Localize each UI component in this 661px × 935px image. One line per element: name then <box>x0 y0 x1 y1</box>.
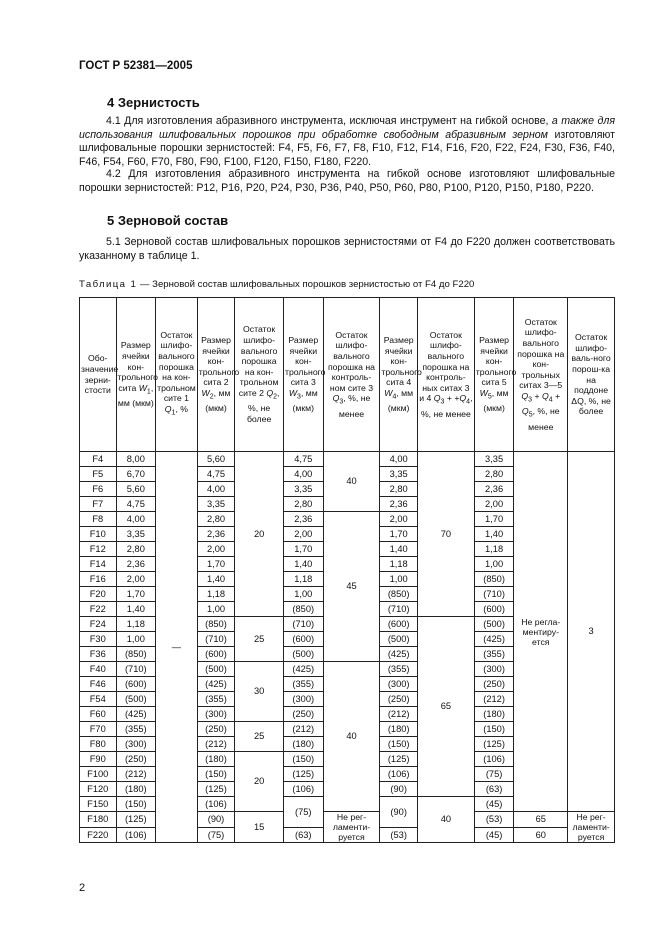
w5-cell: 1,70 <box>474 512 514 527</box>
w1-cell: (500) <box>116 692 156 707</box>
w3-cell: (250) <box>283 707 323 722</box>
header-q34-sub1: 3 <box>440 399 445 407</box>
w1-cell: (355) <box>116 722 156 737</box>
w5-cell: 3,35 <box>474 452 514 467</box>
w2-cell: (850) <box>197 617 235 632</box>
q34-cell: 40 <box>417 797 474 843</box>
header-w3 <box>283 298 326 452</box>
dq-cell: Не рег-ламенти-руется <box>568 812 615 843</box>
paragraph-4-1 <box>79 115 615 169</box>
w4-cell: (150) <box>380 737 418 752</box>
w2-cell: (600) <box>197 647 235 662</box>
grit-cell: F46 <box>80 677 117 692</box>
w1-cell: (250) <box>116 752 156 767</box>
grit-cell: F6 <box>80 482 117 497</box>
paragraph-5-1: 5.1 Зерновой состав шлифовальных порошков зернистостями от F4 до F220 должен соответствовать указанному в таблице 1. <box>79 236 615 262</box>
w2-cell: (106) <box>197 797 235 812</box>
header-w3-b: , мм (мкм) <box>292 388 318 414</box>
table-row <box>80 452 615 467</box>
w3-cell: 4,75 <box>283 452 323 467</box>
grit-cell: F100 <box>80 767 117 782</box>
w1-cell: 1,18 <box>116 617 156 632</box>
w1-cell: (300) <box>116 737 156 752</box>
w3-cell: (425) <box>283 662 323 677</box>
w5-cell: 1,18 <box>474 542 514 557</box>
header-w3-var: W <box>288 388 298 399</box>
w5-cell: (710) <box>474 587 514 602</box>
header-q3-var: Q <box>332 393 340 404</box>
w1-cell: 4,00 <box>116 512 156 527</box>
q35-cell: 60 <box>514 827 568 843</box>
header-w2 <box>197 298 240 452</box>
header-w1-b: , мм (мкм) <box>117 382 154 409</box>
header-q3-b: , %, не менее <box>338 393 371 419</box>
dq-cell: 3 <box>568 452 615 812</box>
w5-cell: (500) <box>474 617 514 632</box>
grit-cell: F14 <box>80 557 117 572</box>
w2-cell: 2,80 <box>197 512 235 527</box>
w2-cell: 1,00 <box>197 602 235 617</box>
w1-cell: 3,35 <box>116 527 156 542</box>
header-q35-sub3: 5 <box>528 412 533 420</box>
w3-cell: (106) <box>283 782 323 797</box>
w2-cell: (710) <box>197 632 235 647</box>
q35-cell: Не регла-ментиру-ется <box>514 452 568 812</box>
w4-cell: (500) <box>380 632 418 647</box>
w5-cell: 2,80 <box>474 467 514 482</box>
header-w1-var: W <box>138 382 147 393</box>
w1-cell: 2,00 <box>116 572 156 587</box>
w3-cell: (180) <box>283 737 323 752</box>
w4-cell: 2,80 <box>380 482 418 497</box>
w3-cell: (212) <box>283 722 323 737</box>
header-q34 <box>417 298 474 452</box>
header-q2 <box>235 298 284 452</box>
w3-cell: (355) <box>283 677 323 692</box>
header-w2-var: W <box>201 388 210 399</box>
section-5-heading: 5 Зерновой состав <box>107 213 229 228</box>
w2-cell: 3,35 <box>197 497 235 512</box>
w3-cell: (150) <box>283 752 323 767</box>
w3-cell: 2,00 <box>283 527 323 542</box>
w1-cell: (850) <box>116 647 156 662</box>
standard-designation: ГОСТ Р 52381—2005 <box>79 60 193 72</box>
header-q2-var: Q <box>266 388 274 399</box>
header-q35-var2: Q <box>541 390 549 401</box>
header-w4-var: W <box>384 388 393 399</box>
w4-cell: (600) <box>380 617 418 632</box>
q2-cell: 15 <box>235 812 284 843</box>
w5-cell: (63) <box>474 782 514 797</box>
header-q3-sub: 3 <box>339 399 344 407</box>
page-number: 2 <box>79 882 86 894</box>
w1-cell: 2,36 <box>116 557 156 572</box>
w4-cell: (710) <box>380 602 418 617</box>
w4-cell: (106) <box>380 767 418 782</box>
w3-cell: (500) <box>283 647 323 662</box>
w5-cell: (45) <box>474 827 514 843</box>
w3-cell: (600) <box>283 632 323 647</box>
header-q2-a: Остаток шлифо-вального порошка на кон-трольном сите 2 <box>238 324 279 399</box>
header-q35-m2: + <box>552 390 561 401</box>
grit-cell: F10 <box>80 527 117 542</box>
header-w2-a: Размер ячейки кон-трольного сита 2 <box>198 335 240 388</box>
grit-cell: F22 <box>80 602 117 617</box>
section-4-heading: 4 Зернистость <box>107 95 200 110</box>
w2-cell: (180) <box>197 752 235 767</box>
header-dq: Остаток шлифо-валь-ного порош-ка на поддоне ΔQ, %, не более <box>568 298 615 452</box>
w5-cell: 1,00 <box>474 557 514 572</box>
w4-cell: (180) <box>380 722 418 737</box>
w4-cell: 1,40 <box>380 542 418 557</box>
w5-cell: 1,40 <box>474 527 514 542</box>
w2-cell: 2,36 <box>197 527 235 542</box>
w3-cell: (300) <box>283 692 323 707</box>
grit-cell: F220 <box>80 827 117 843</box>
q34-cell: 70 <box>417 452 474 617</box>
w3-cell: (710) <box>283 617 323 632</box>
header-q34-sub2: 4 <box>466 399 471 407</box>
w2-cell: (300) <box>197 707 235 722</box>
w2-cell: 2,00 <box>197 542 235 557</box>
w5-cell: (250) <box>474 677 514 692</box>
w2-cell: 4,75 <box>197 467 235 482</box>
header-q1 <box>156 298 198 452</box>
header-q2-sub: 2 <box>273 393 278 401</box>
w4-cell: (250) <box>380 692 418 707</box>
paragraph-4-2: 4.2 Для изготовления абразивного инструмента на гибкой основе изготовляют шлифовальные порошки зернистостей: P12, P16, P20, P24, P30, P36, P40, P50, P60, P80, P100, P120, P150, P180, P220. <box>79 168 615 194</box>
w1-cell: 1,70 <box>116 587 156 602</box>
w5-cell: (125) <box>474 737 514 752</box>
grain-composition-table <box>79 297 615 843</box>
grit-cell: F5 <box>80 467 117 482</box>
grit-cell: F90 <box>80 752 117 767</box>
w1-cell: (180) <box>116 782 156 797</box>
w1-cell: 4,75 <box>116 497 156 512</box>
w3-cell: 3,35 <box>283 482 323 497</box>
w3-cell: 2,80 <box>283 497 323 512</box>
w5-cell: (850) <box>474 572 514 587</box>
w3-cell: (850) <box>283 602 323 617</box>
w5-cell: 2,36 <box>474 482 514 497</box>
w5-cell: (45) <box>474 797 514 812</box>
w1-cell: (125) <box>116 812 156 828</box>
w1-cell: (425) <box>116 707 156 722</box>
header-w4-sub: 4 <box>392 393 397 401</box>
q3-cell: Не рег-ламенти-руется <box>323 812 380 843</box>
header-w4-b: , мм (мкм) <box>387 388 414 414</box>
w2-cell: 5,60 <box>197 452 235 467</box>
w4-cell: 3,35 <box>380 467 418 482</box>
w4-cell: 1,70 <box>380 527 418 542</box>
w4-cell: (90) <box>380 797 418 828</box>
w4-cell: 1,18 <box>380 557 418 572</box>
paragraph-4-1-lead: 4.1 Для изготовления абразивного инструмента, исключая инструмент на гибкой основе, <box>106 115 549 127</box>
header-w1 <box>116 298 159 452</box>
header-w3-a: Размер ячейки кон-трольного сита 3 <box>284 335 326 388</box>
w4-cell: (425) <box>380 647 418 662</box>
q1-cell: — <box>156 452 198 843</box>
q2-cell: 30 <box>235 662 284 722</box>
header-w5-b: , мм (мкм) <box>483 388 509 414</box>
grit-cell: F36 <box>80 647 117 662</box>
header-w5 <box>474 298 517 452</box>
w2-cell: (212) <box>197 737 235 752</box>
grit-cell: F180 <box>80 812 117 828</box>
header-q35-sub1: 3 <box>528 396 533 404</box>
w4-cell: (90) <box>380 782 418 797</box>
grit-cell: F80 <box>80 737 117 752</box>
w1-cell: 8,00 <box>116 452 156 467</box>
w4-cell: (53) <box>380 827 418 843</box>
w4-cell: (850) <box>380 587 418 602</box>
header-w5-var: W <box>479 388 488 399</box>
header-q34-var1: Q <box>433 393 441 404</box>
table-caption <box>79 279 474 290</box>
grit-cell: F30 <box>80 632 117 647</box>
table-header-row <box>80 298 615 452</box>
paragraph-4-1-italic: а также для использования шлифовальных порошков при обработке свободным абразивным зерном <box>79 115 615 141</box>
w1-cell: (212) <box>116 767 156 782</box>
q2-cell: 25 <box>235 722 284 752</box>
w1-cell: (600) <box>116 677 156 692</box>
w5-cell: (600) <box>474 602 514 617</box>
q2-cell: 20 <box>235 452 284 617</box>
w5-cell: (425) <box>474 632 514 647</box>
w3-cell: 1,40 <box>283 557 323 572</box>
w2-cell: (355) <box>197 692 235 707</box>
w4-cell: 4,00 <box>380 452 418 467</box>
w2-cell: 4,00 <box>197 482 235 497</box>
w3-cell: (125) <box>283 767 323 782</box>
header-q34-var2: Q <box>459 393 467 404</box>
grit-cell: F20 <box>80 587 117 602</box>
header-q1-sub: 1 <box>171 409 176 417</box>
w5-cell: (53) <box>474 812 514 828</box>
w3-cell: (75) <box>283 797 323 828</box>
header-w1-sub: 1 <box>146 388 151 396</box>
header-w2-sub: 2 <box>209 393 214 401</box>
header-grit: Обо-значение зерни-стости <box>80 298 117 452</box>
w3-cell: 1,00 <box>283 587 323 602</box>
header-q35-m1: + <box>532 390 542 401</box>
w4-cell: 2,36 <box>380 497 418 512</box>
w2-cell: (125) <box>197 782 235 797</box>
q2-cell: 25 <box>235 617 284 662</box>
w4-cell: (355) <box>380 662 418 677</box>
header-q35 <box>514 298 568 452</box>
w1-cell: 5,60 <box>116 482 156 497</box>
header-q3 <box>323 298 380 452</box>
w4-cell: 2,00 <box>380 512 418 527</box>
header-q1-b: , % <box>175 403 189 414</box>
grit-cell: F8 <box>80 512 117 527</box>
grit-cell: F16 <box>80 572 117 587</box>
w2-cell: (90) <box>197 812 235 828</box>
w2-cell: (250) <box>197 722 235 737</box>
w1-cell: (106) <box>116 827 156 843</box>
w5-cell: (212) <box>474 692 514 707</box>
header-q35-var1: Q <box>521 390 529 401</box>
w5-cell: (75) <box>474 767 514 782</box>
grit-cell: F60 <box>80 707 117 722</box>
header-q3-a: Остаток шлифо-вального порошка на контроль-ном сите 3 <box>327 329 375 393</box>
w5-cell: (355) <box>474 647 514 662</box>
grit-cell: F24 <box>80 617 117 632</box>
grit-cell: F7 <box>80 497 117 512</box>
q2-cell: 20 <box>235 752 284 812</box>
header-q34-a: Остаток шлифо-вального порошка на контроль-ных ситах 3 и 4 <box>419 329 470 404</box>
w2-cell: 1,70 <box>197 557 235 572</box>
header-q35-a: Остаток шлифо-вального порошка на кон-трольных ситах 3—5 <box>517 316 565 391</box>
header-w2-b: , мм (мкм) <box>205 388 231 414</box>
header-q34-b: , %, не менее <box>420 393 473 419</box>
w2-cell: (425) <box>197 677 235 692</box>
q3-cell: 40 <box>323 662 380 812</box>
w5-cell: (180) <box>474 707 514 722</box>
header-w4 <box>380 298 422 452</box>
w2-cell: (500) <box>197 662 235 677</box>
grit-cell: F120 <box>80 782 117 797</box>
w1-cell: 2,80 <box>116 542 156 557</box>
w2-cell: 1,40 <box>197 572 235 587</box>
grit-cell: F54 <box>80 692 117 707</box>
w4-cell: (300) <box>380 677 418 692</box>
w5-cell: (106) <box>474 752 514 767</box>
grit-cell: F150 <box>80 797 117 812</box>
w5-cell: (150) <box>474 722 514 737</box>
w1-cell: 1,40 <box>116 602 156 617</box>
header-w4-a: Размер ячейки кон-трольного сита 4 <box>381 335 422 388</box>
w5-cell: 2,00 <box>474 497 514 512</box>
grit-cell: F12 <box>80 542 117 557</box>
paragraph-4-1-tail: изготовляют шлифовальные порошки зернистостей: F4, F5, F6, F7, F8, F10, F12, F14, F16, F20, F22, F24, F30, F36, F40, F46, F54, F60, F70, F80, F90, F100, F120, F150, F180, F220. <box>79 128 616 168</box>
header-w3-sub: 3 <box>297 393 301 401</box>
header-w1-a: Размер ячейки кон-трольного сита <box>117 340 159 393</box>
q35-cell: 65 <box>514 812 568 828</box>
w1-cell: (710) <box>116 662 156 677</box>
header-q35-var3: Q <box>521 406 529 417</box>
q3-cell: 40 <box>323 452 380 512</box>
w1-cell: 1,00 <box>116 632 156 647</box>
w5-cell: (300) <box>474 662 514 677</box>
header-q35-sub2: 4 <box>548 396 553 404</box>
grit-cell: F4 <box>80 452 117 467</box>
w3-cell: (63) <box>283 827 323 843</box>
w3-cell: 4,00 <box>283 467 323 482</box>
w4-cell: (212) <box>380 707 418 722</box>
header-q2-b: , %, не более <box>246 388 280 424</box>
grit-cell: F70 <box>80 722 117 737</box>
table-caption-text: — Зерновой состав шлифовальных порошков зернистостью от F4 до F220 <box>137 279 475 290</box>
header-q1-a: Остаток шлифо-вального порошка на кон-трольном сите 1 <box>157 329 196 404</box>
w3-cell: 2,36 <box>283 512 323 527</box>
w3-cell: 1,70 <box>283 542 323 557</box>
w2-cell: 1,18 <box>197 587 235 602</box>
w2-cell: (150) <box>197 767 235 782</box>
header-q35-b: , %, не менее <box>528 406 560 432</box>
w4-cell: (125) <box>380 752 418 767</box>
grit-cell: F40 <box>80 662 117 677</box>
table-caption-label: Таблица 1 <box>79 279 138 290</box>
w1-cell: (150) <box>116 797 156 812</box>
q34-cell: 65 <box>417 617 474 797</box>
w4-cell: 1,00 <box>380 572 418 587</box>
q3-cell: 45 <box>323 512 380 662</box>
w2-cell: (75) <box>197 827 235 843</box>
w3-cell: 1,18 <box>283 572 323 587</box>
header-q34-m: + + <box>444 393 460 404</box>
w1-cell: 6,70 <box>116 467 156 482</box>
header-q1-var: Q <box>164 403 172 414</box>
header-w5-sub: 5 <box>487 393 492 401</box>
header-w5-a: Размер ячейки кон-трольного сита 5 <box>475 335 517 388</box>
